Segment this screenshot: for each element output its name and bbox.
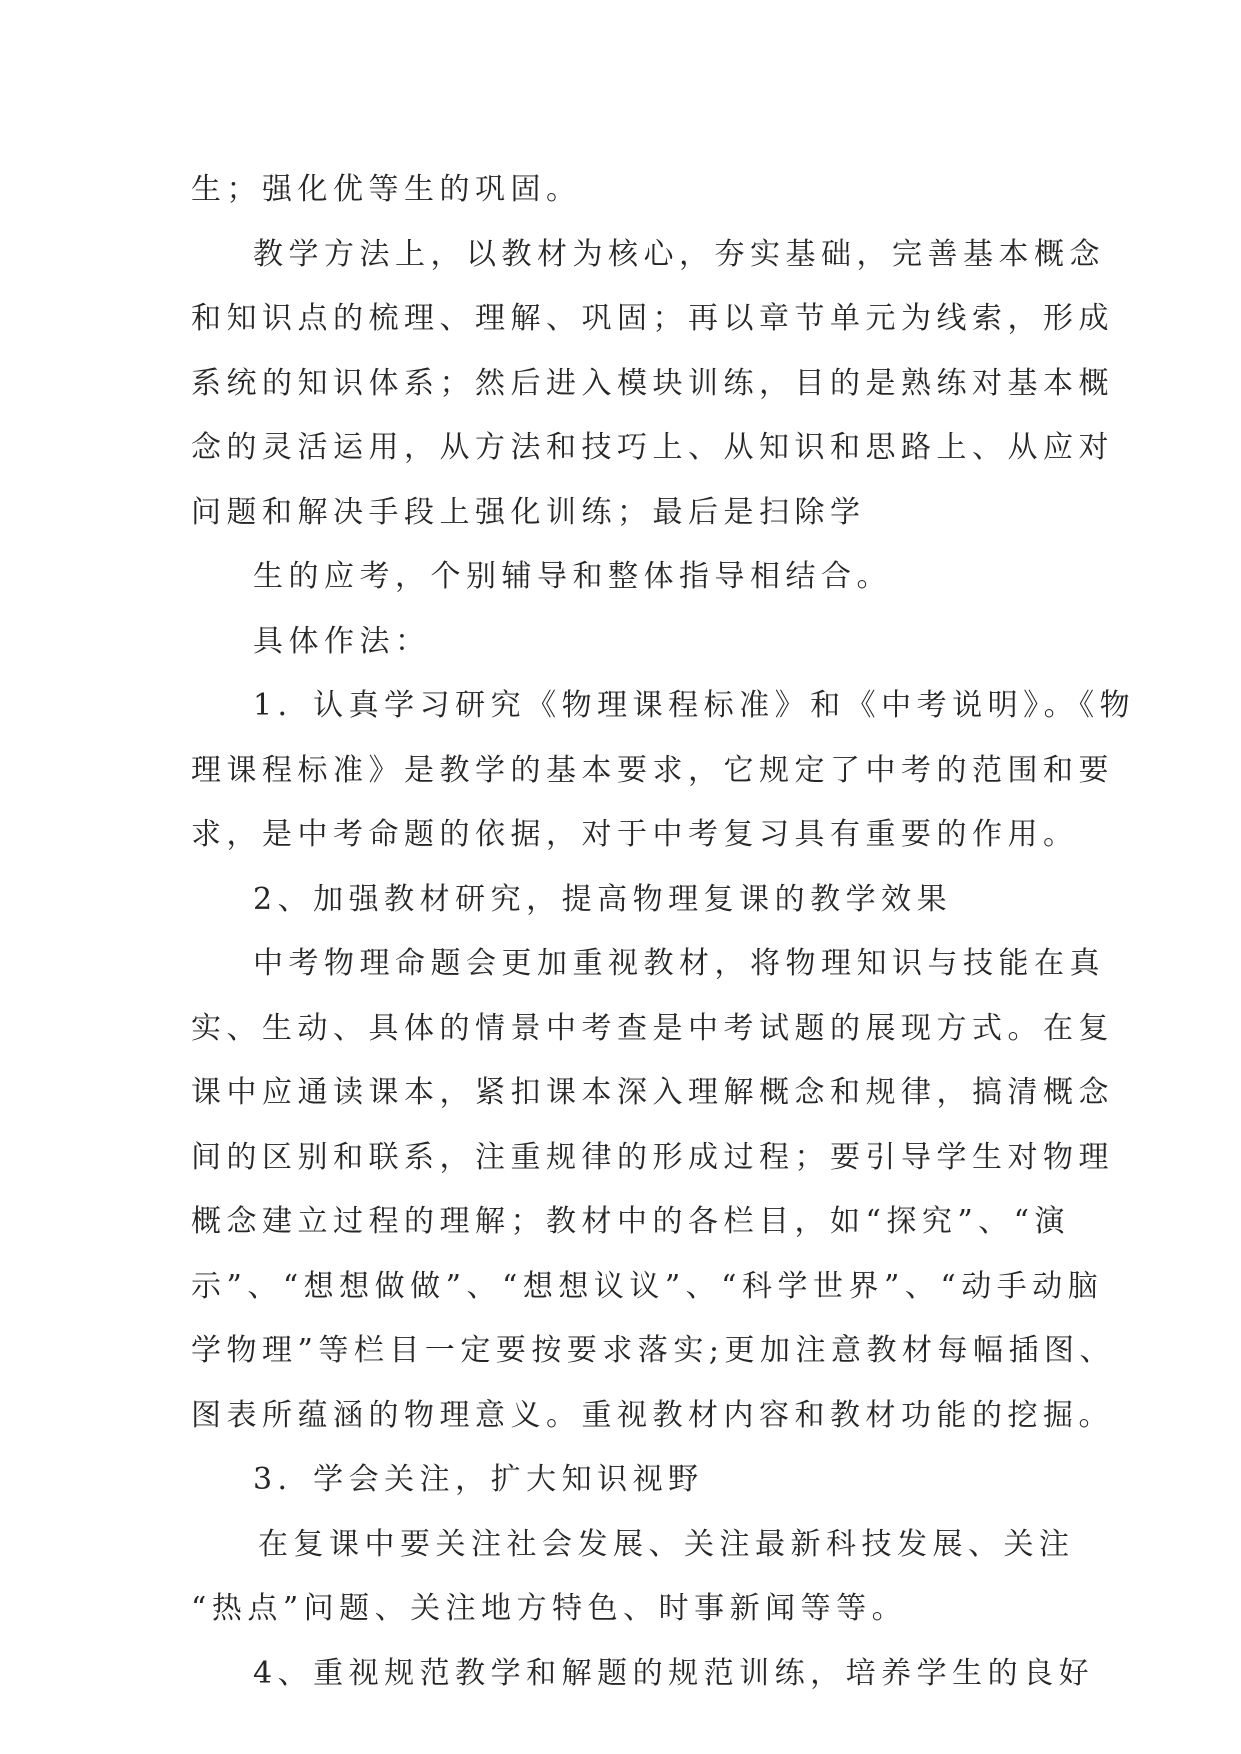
text-line-6: 问题和解决手段上强化训练；最后是扫除学 [191, 494, 866, 530]
text-line-16: 间的区别和联系，注重规律的形成过程；要引导学生对物理 [191, 1139, 1114, 1175]
text-line-13: 中考物理命题会更加重视教材，将物理知识与技能在真 [253, 946, 1105, 981]
text-line-17: 概念建立过程的理解；教材中的各栏目，如“探究”、“演 [191, 1204, 1071, 1239]
text-line-21: 3．学会关注，扩大知识视野 [253, 1462, 704, 1497]
text-line-22: 在复课中要关注社会发展、关注最新科技发展、关注 [258, 1526, 1075, 1562]
text-line-8: 具体作法： [253, 623, 431, 659]
text-line-19: 学物理”等栏目一定要按要求落实;更加注意教材每幅插图、 [191, 1333, 1115, 1368]
text-line-14: 实、生动、具体的情景中考查是中考试题的展现方式。在复 [191, 1010, 1114, 1046]
text-line-10: 理课程标准》是教学的基本要求，它规定了中考的范围和要 [191, 752, 1114, 788]
text-line-15: 课中应通读课本，紧扣课本深入理解概念和规律，搞清概念 [191, 1075, 1114, 1110]
text-line-12: 2、加强教材研究，提高物理复课的教学效果 [253, 881, 953, 917]
text-line-2: 教学方法上，以教材为核心，夯实基础，完善基本概念 [253, 236, 1105, 272]
text-line-23: “热点”问题、关注地方特色、时事新闻等等。 [191, 1591, 908, 1626]
text-line-3: 和知识点的梳理、理解、巩固；再以章节单元为线索，形成 [191, 301, 1114, 336]
text-line-20: 图表所蕴涵的物理意义。重视教材内容和教材功能的挖掘。 [191, 1397, 1114, 1433]
text-line-4: 系统的知识体系；然后进入模块训练，目的是熟练对基本概 [191, 365, 1114, 401]
document-body [191, 158, 1136, 1706]
text-line-9: 1．认真学习研究《物理课程标准》和《中考说明》。《物 [253, 688, 1136, 723]
text-line-18: 示”、“想想做做”、“想想议议”、“科学世界”、“动手动脑 [191, 1268, 1104, 1304]
text-line-7: 生的应考，个别辅导和整体指导相结合。 [253, 559, 892, 594]
text-line-24: 4、重视规范教学和解题的规范训练，培养学生的良好 [253, 1655, 1095, 1691]
text-line-11: 求，是中考命题的依据，对于中考复习具有重要的作用。 [191, 817, 1079, 852]
text-line-1: 生；强化优等生的巩固。 [191, 172, 582, 207]
text-line-5: 念的灵活运用，从方法和技巧上、从知识和思路上、从应对 [191, 430, 1114, 465]
